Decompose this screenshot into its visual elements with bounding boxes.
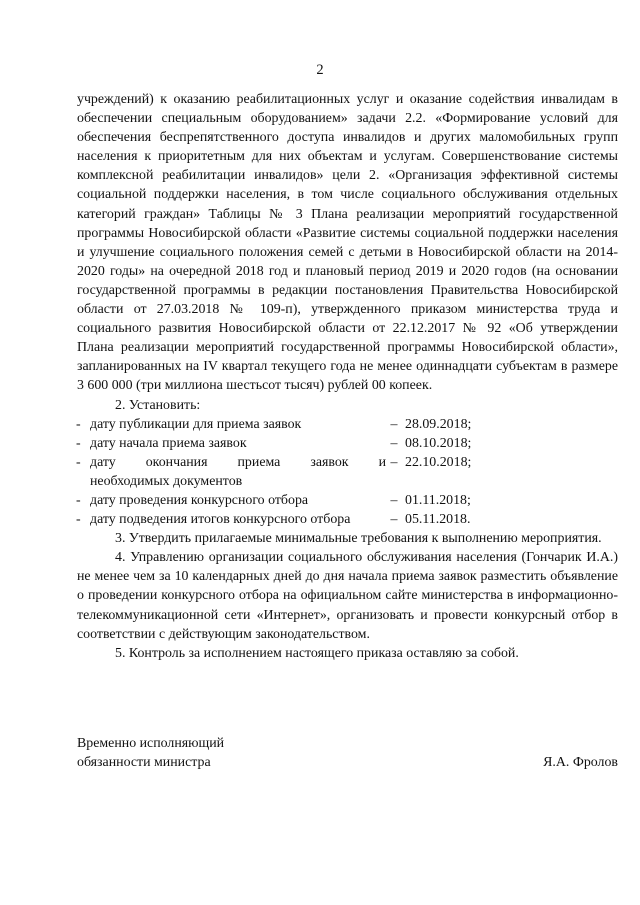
list-item [77,434,618,453]
signature-block [77,734,618,772]
list-item-date: 05.11.2018. [405,512,471,528]
list-item-date: 22.10.2018; [405,454,472,470]
page-number: 2 [316,62,324,78]
list-item-continuation [77,472,618,491]
signatory-name: Я.А. Фролов [543,755,618,770]
paragraph-approve: 3. Утвердить прилагаемые минимальные требования к выполнению мероприятия. [115,531,602,547]
list-bullet: - [76,512,81,528]
list-bullet: - [76,416,81,432]
list-item [77,510,618,529]
paragraph-department: 4. Управлению организации социального обслуживания населения (Гончарик И.А.) не менее чем за 10 календарных дней до дня начала приема заявок разместить объявление о проведении конкурсного отбора на официальном сайте министерства в информационно-телекоммуникационной сети «Интернет», организовать и провести конкурсный отбор в соответствии с действующим законодательством. [77,550,618,642]
list-item-date: 28.09.2018; [405,416,472,432]
signature-title-line2: обязанности министра [77,755,211,771]
list-bullet: - [76,454,81,470]
list-item-label: дату начала приема заявок [90,435,247,451]
list-item-label: дату окончания приема заявок и [90,454,386,470]
signature-title-line1: Временно исполняющий [77,736,225,751]
list-item-separator: – [390,416,398,432]
list-item-label: дату публикации для приема заявок [90,416,302,432]
paragraph-control: 5. Контроль за исполнением настоящего приказа оставляю за собой. [115,645,519,661]
list-item-separator: – [390,512,398,528]
list-bullet: - [76,435,81,451]
list-item-date: 01.11.2018; [405,492,471,508]
list-bullet: - [76,492,81,508]
list-item [77,491,618,510]
paragraph-continuation: учреждений) к оказанию реабилитационных услуг и оказание содействия инвалидам в обеспечении специальным оборудованием» задачи 2.2. «Формирование условий для обеспечения беспрепятственного доступа инвалидов и других маломобильных групп населения к приоритетным для них объектам и услугам. Совершенствование системы комплексной реабилитации инвалидов» цели 2. «Организация эффективной системы социальной поддержки населения, в том числе социального обслуживания отдельных категорий граждан» Таблицы № 3 Плана реализации мероприятий государственной программы Новосибирской области «Развитие системы социальной поддержки населения и улучшение социального положения семей с детьми в Новосибирской области на 2014-2020 годы» на очередной 2018 год и плановый период 2019 и 2020 годов (на основании государственной программы в редакции постановления Правительства Новосибирской области от 27.03.2018 № 109-п), утвержденного приказом министерства труда и социального развития Новосибирской области от 22.12.2017 № 92 «Об утверждении Плана реализации мероприятий государственной программы Новосибирской области», запланированных на IV квартал текущего года не менее одиннадцати субъектам в размере 3 600 000 (три миллиона шестьсот тысяч) рублей 00 копеек. [77,92,618,394]
list-item-separator: – [390,492,398,508]
document-body [77,90,618,663]
list-item [77,453,618,472]
list-item-separator: – [390,435,398,451]
list-item-label: дату подведения итогов конкурсного отбора [90,512,351,528]
dates-list [77,415,618,530]
list-item [77,415,618,434]
list-item-label: дату проведения конкурсного отбора [90,492,309,508]
list-item-separator: – [390,454,398,470]
list-item-date: 08.10.2018; [405,435,472,451]
list-item-continuation-text: необходимых документов [90,473,243,489]
paragraph-establish: 2. Установить: [115,397,201,413]
